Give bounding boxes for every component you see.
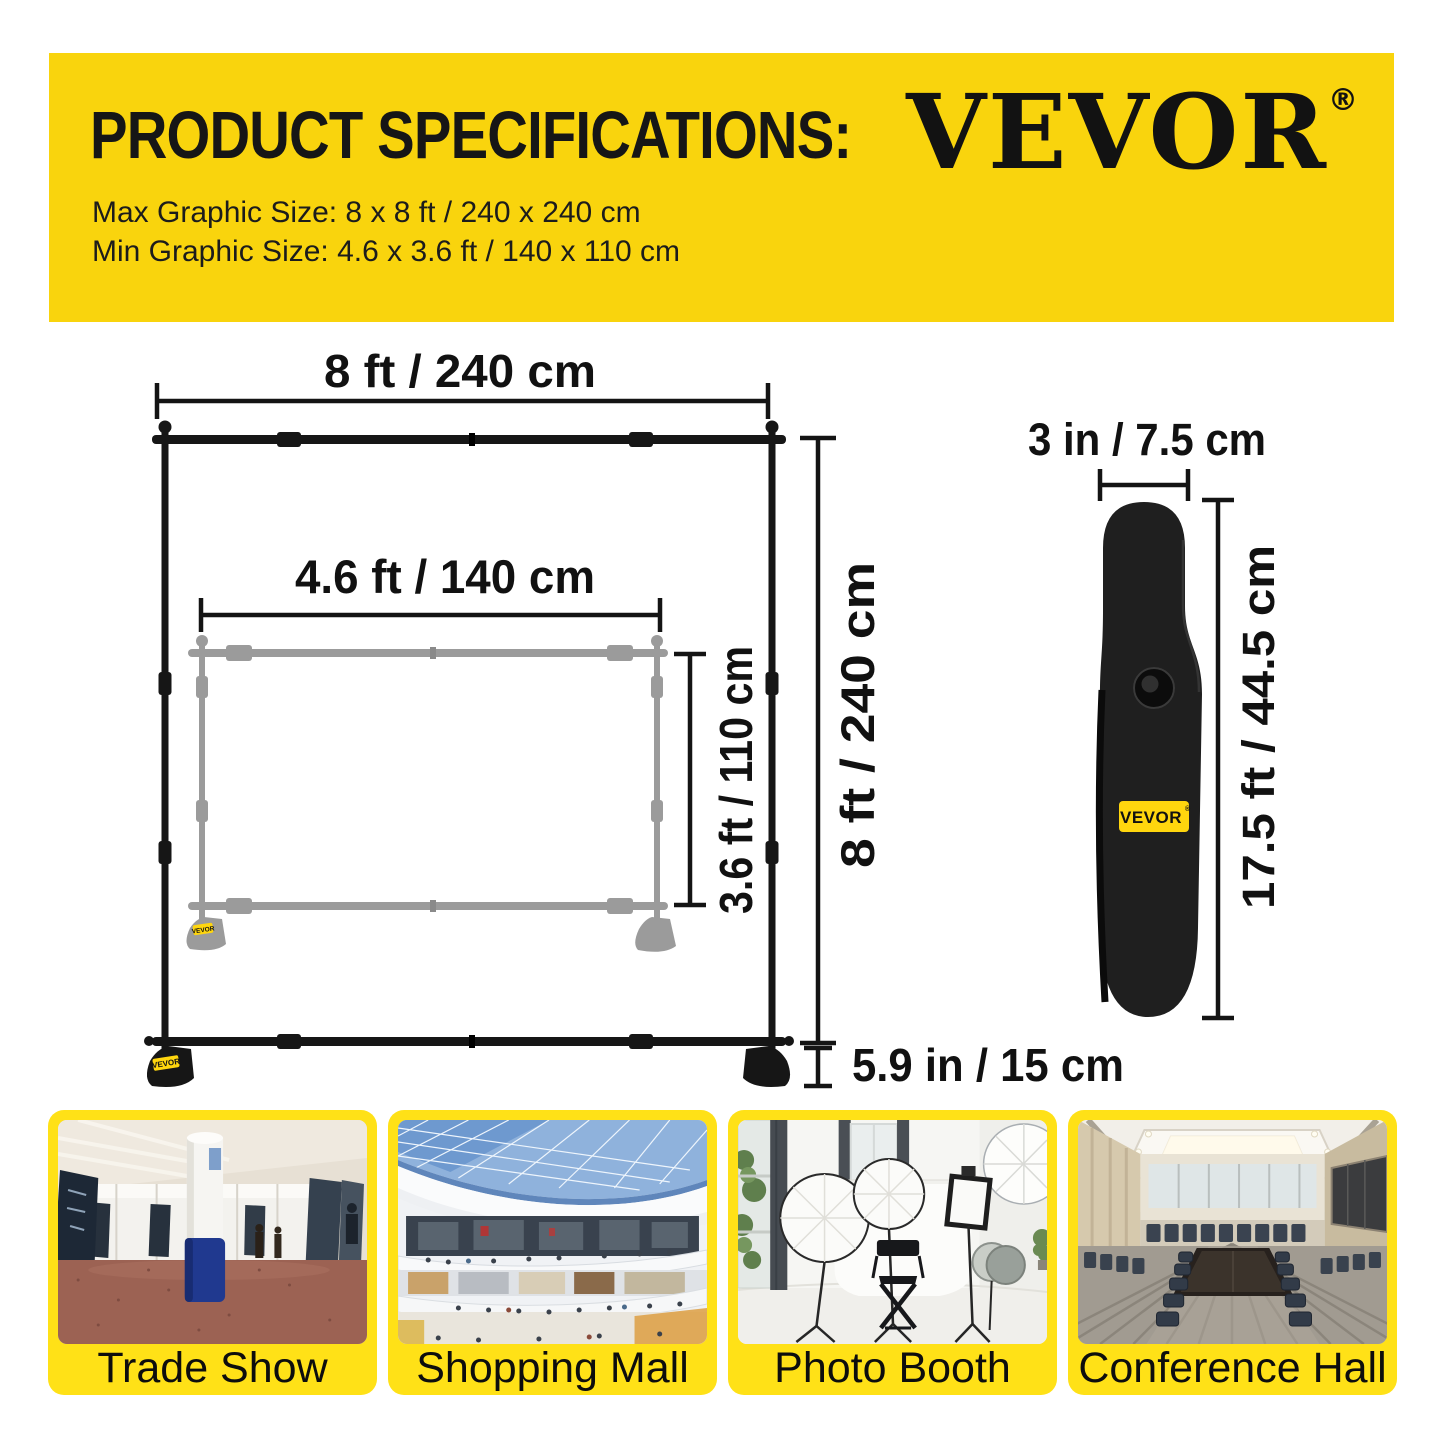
card-shopping-mall	[388, 1110, 717, 1395]
max-graphic-size: Max Graphic Size: 8 x 8 ft / 240 x 240 cm	[92, 196, 641, 229]
photo-booth-scene	[738, 1120, 1047, 1344]
min-width-label: 4.6 ft / 140 cm	[295, 550, 595, 603]
back-chair-row	[1146, 1224, 1305, 1242]
shopping-mall-scene	[398, 1120, 707, 1344]
application-gallery	[48, 1110, 1397, 1395]
plate-width-label: 3 in / 7.5 cm	[1028, 414, 1266, 465]
card-photo-booth	[728, 1110, 1057, 1395]
trade-show-photo	[58, 1120, 367, 1344]
softbox-light	[947, 1176, 990, 1228]
max-width-label: 8 ft / 240 cm	[324, 345, 596, 397]
card-conference-hall	[1068, 1110, 1397, 1395]
plate-brand-reg-icon: ®	[1185, 806, 1191, 813]
conference-hall-photo	[1078, 1120, 1387, 1344]
registered-trademark-icon: ®	[1328, 83, 1358, 118]
black-right-foot	[743, 1046, 790, 1087]
conference-hall-label: Conference Hall	[1078, 1344, 1387, 1392]
svg-text:VEVOR: VEVOR	[1119, 808, 1183, 827]
page-title: PRODUCT SPECIFICATIONS:	[90, 98, 852, 173]
conference-hall-scene	[1078, 1120, 1387, 1344]
plate-brand-label	[1119, 801, 1191, 832]
shopping-mall-label: Shopping Mall	[416, 1344, 689, 1392]
max-size-frame	[144, 421, 794, 1088]
max-height-label: 8 ft / 240 cm	[831, 598, 884, 868]
min-graphic-size: Min Graphic Size: 4.6 x 3.6 ft / 140 x 110 cm	[92, 235, 681, 268]
trade-show-scene	[58, 1120, 367, 1344]
shopping-mall-photo	[398, 1120, 707, 1344]
photo-booth-photo	[738, 1120, 1047, 1344]
trade-show-label: Trade Show	[97, 1344, 328, 1392]
base-foot-height-label: 5.9 in / 15 cm	[852, 1039, 1124, 1091]
dimension-lines	[157, 383, 1234, 1086]
kiosk-tower	[185, 1132, 225, 1302]
gray-right-foot	[635, 917, 676, 952]
plate-height-label: 17.5 ft / 44.5 cm	[1233, 576, 1284, 909]
min-height-label: 3.6 ft / 110 cm	[710, 614, 762, 914]
card-trade-show	[48, 1110, 377, 1395]
base-plate-detail	[1099, 502, 1202, 1017]
vevor-logo-text: VEVOR	[906, 72, 1328, 193]
min-size-frame	[187, 635, 677, 952]
svg-text:VEVOR: VEVOR	[151, 1056, 181, 1071]
photo-booth-label: Photo Booth	[774, 1344, 1011, 1392]
svg-text:VEVOR: VEVOR	[191, 925, 215, 936]
